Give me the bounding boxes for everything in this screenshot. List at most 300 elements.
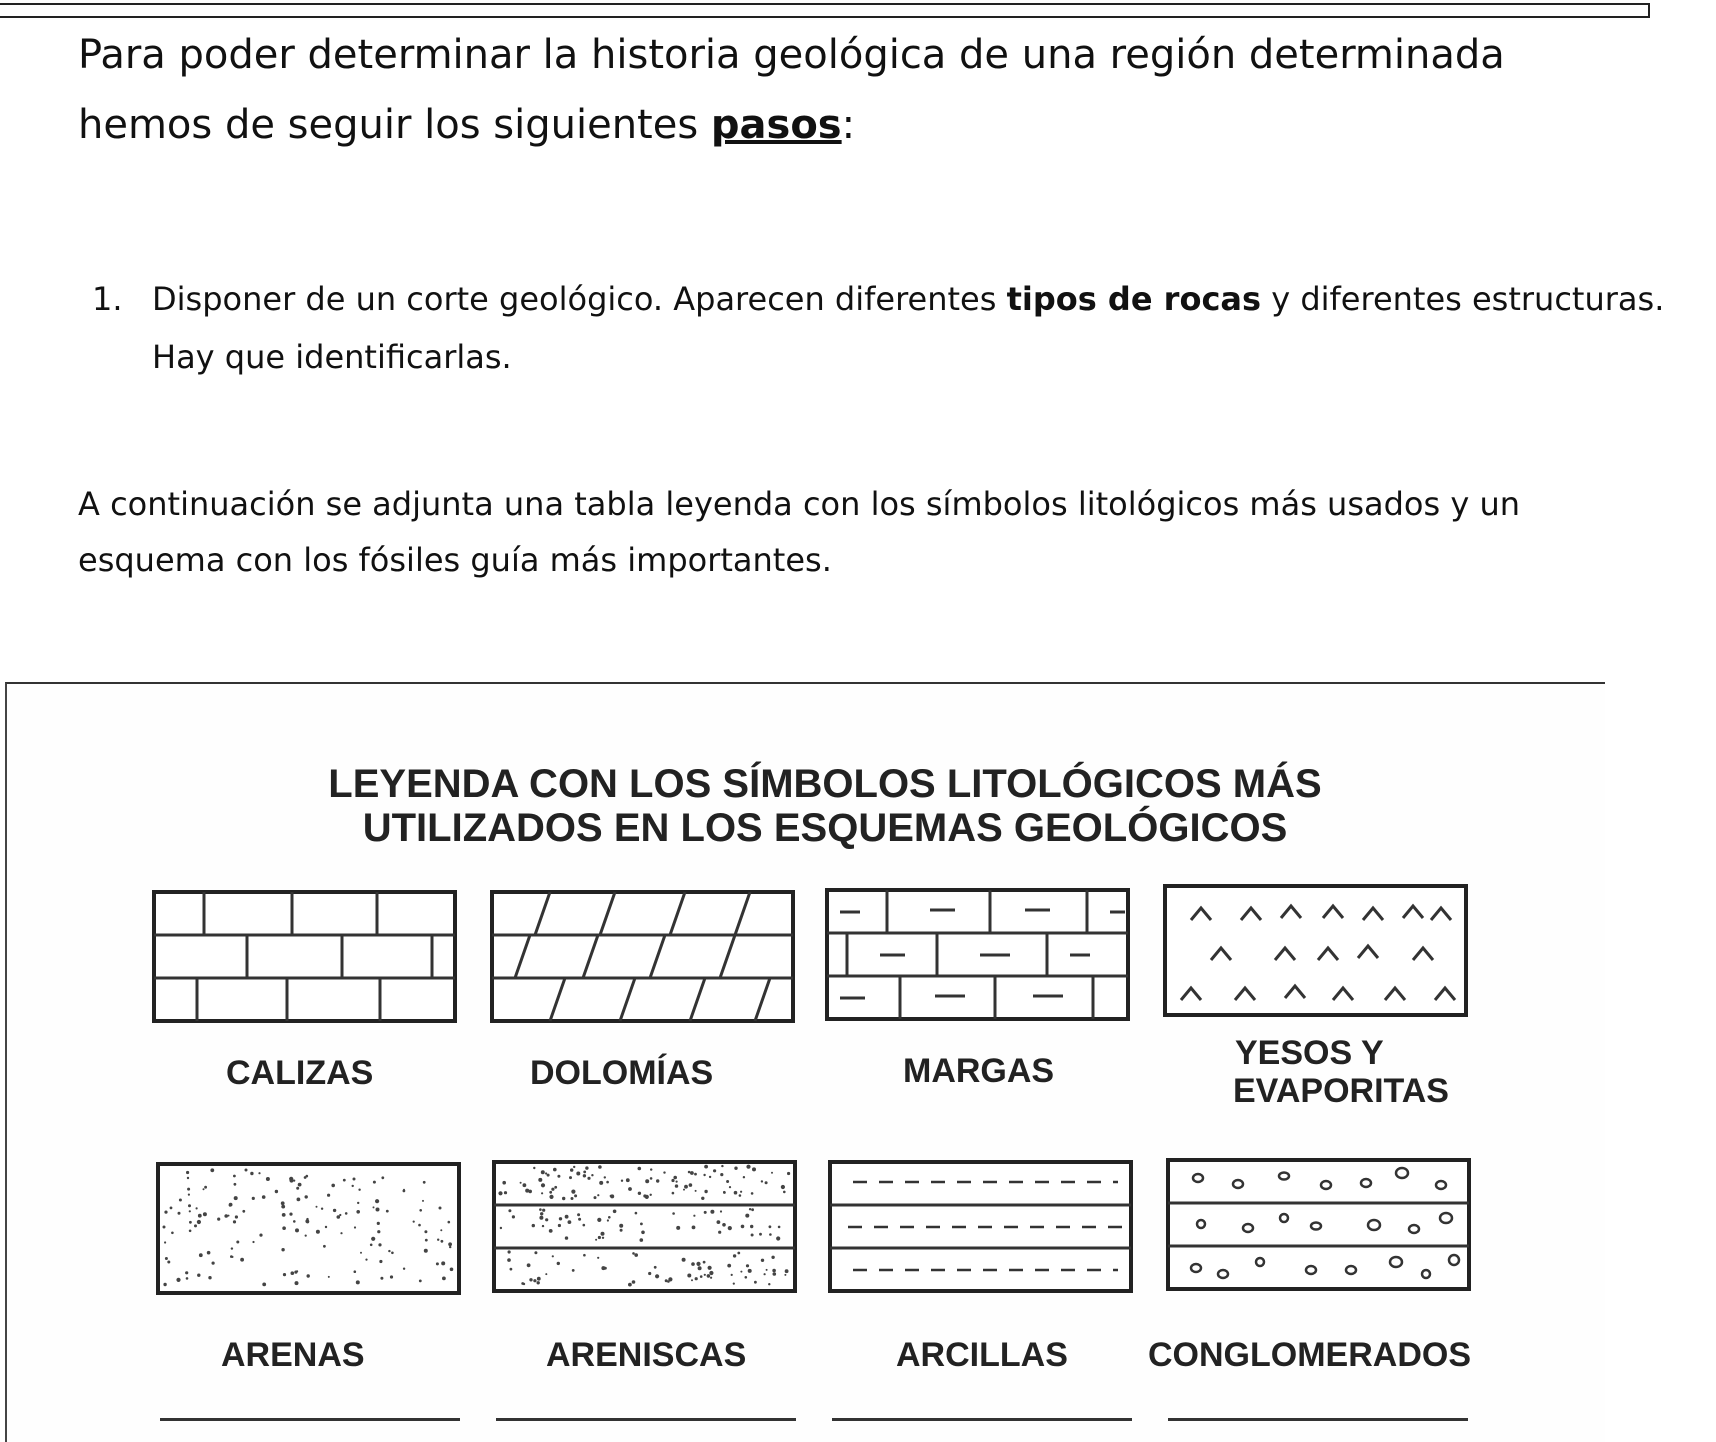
sand-grain <box>538 1178 542 1182</box>
sand-grain <box>549 1229 553 1233</box>
sand-grain <box>551 1188 554 1191</box>
intro-line-1: A continuación se adjunta una tabla leyenda con los símbolos litológicos más usados y un <box>78 485 1520 523</box>
sand-grain <box>510 1268 513 1271</box>
sand-grain <box>772 1269 776 1273</box>
sand-grain <box>722 1223 726 1227</box>
dolomias-symbol <box>490 890 795 1023</box>
yesos-evaporitas-symbol <box>1163 884 1468 1017</box>
sand-grain <box>734 1167 737 1170</box>
sand-grain <box>597 1194 599 1196</box>
sand-grain <box>528 1190 532 1194</box>
sand-grain <box>390 1275 393 1278</box>
sand-grain <box>691 1262 695 1266</box>
sand-grain <box>751 1208 754 1211</box>
sand-grain <box>436 1262 439 1265</box>
sand-grain <box>598 1165 602 1169</box>
sand-grain <box>640 1223 643 1226</box>
sand-grain <box>634 1253 638 1257</box>
sand-grain <box>377 1230 380 1233</box>
sand-grain <box>613 1210 617 1214</box>
sand-grain <box>565 1236 568 1239</box>
sand-grain <box>626 1178 630 1182</box>
sand-grain <box>424 1249 428 1253</box>
sand-grain <box>704 1190 707 1193</box>
sand-grain <box>333 1209 336 1212</box>
sand-grain <box>189 1221 192 1224</box>
sand-grain <box>707 1274 711 1278</box>
sand-grain <box>541 1192 543 1194</box>
sand-grain <box>365 1259 367 1261</box>
sand-grain <box>650 1194 652 1196</box>
sand-grain <box>746 1165 750 1169</box>
sand-grain <box>262 1195 266 1199</box>
sand-grain <box>339 1214 341 1216</box>
sand-grain <box>696 1262 700 1266</box>
sand-grain <box>204 1186 207 1189</box>
sand-grain <box>741 1225 745 1229</box>
sand-grain <box>403 1190 406 1193</box>
sand-grain <box>703 1174 705 1176</box>
sand-grain <box>539 1216 543 1220</box>
sand-grain <box>208 1276 211 1279</box>
sand-grain <box>635 1212 638 1215</box>
sand-grain <box>598 1236 601 1239</box>
areniscas-symbol <box>492 1160 797 1293</box>
sand-grain <box>450 1268 454 1272</box>
sand-grain <box>500 1227 502 1229</box>
sand-grain <box>229 1204 232 1207</box>
sand-grain <box>723 1191 725 1193</box>
sand-grain <box>668 1277 672 1281</box>
sand-grain <box>185 1271 188 1274</box>
sand-grain <box>638 1192 641 1195</box>
sand-grain <box>553 1168 557 1172</box>
sand-grain <box>632 1252 635 1255</box>
sand-grain <box>671 1179 674 1182</box>
sand-grain <box>583 1224 586 1227</box>
label-conglomerados: CONGLOMERADOS <box>1148 1336 1471 1374</box>
label-areniscas: ARENISCAS <box>546 1336 747 1374</box>
sand-grain <box>198 1214 202 1218</box>
heading <box>78 20 1658 160</box>
sand-grain <box>776 1236 780 1240</box>
sand-grain <box>353 1178 356 1181</box>
sand-grain <box>419 1280 422 1283</box>
heading-line-2 <box>78 90 1658 160</box>
sand-grain <box>557 1262 560 1265</box>
sand-grain <box>370 1244 373 1247</box>
sand-grain <box>621 1180 623 1182</box>
sand-grain <box>750 1225 753 1228</box>
sand-grain <box>539 1208 542 1211</box>
sand-grain <box>235 1215 238 1218</box>
sand-grain <box>281 1201 285 1205</box>
sand-grain <box>266 1177 270 1181</box>
sand-grain <box>565 1215 569 1219</box>
sand-grain <box>197 1274 200 1277</box>
sand-grain <box>731 1274 733 1276</box>
sand-grain <box>343 1179 346 1182</box>
sand-grain <box>571 1190 575 1194</box>
sand-grain <box>448 1242 452 1246</box>
sand-grain <box>352 1185 354 1187</box>
sand-grain <box>295 1228 299 1232</box>
sand-grain <box>645 1195 649 1199</box>
sand-grain <box>186 1171 189 1174</box>
sand-grain <box>236 1241 239 1244</box>
sand-grain <box>245 1169 248 1172</box>
sand-grain <box>710 1277 712 1279</box>
margas-symbol <box>825 888 1130 1021</box>
intro-paragraph <box>78 476 1658 588</box>
sand-grain <box>571 1197 574 1200</box>
sand-grain <box>425 1239 428 1242</box>
sand-grain <box>345 1212 348 1215</box>
sand-grain <box>357 1202 359 1204</box>
sand-grain <box>778 1226 781 1229</box>
sand-grain <box>787 1172 790 1175</box>
sand-grain <box>583 1174 586 1177</box>
sand-grain <box>316 1230 320 1234</box>
sand-grain <box>710 1210 714 1214</box>
sand-grain <box>684 1185 688 1189</box>
step-1-line-2: Hay que identificarlas. <box>152 338 512 376</box>
sand-grain <box>164 1211 167 1214</box>
sand-grain <box>748 1269 752 1273</box>
sand-grain <box>448 1221 451 1224</box>
sand-grain <box>282 1226 286 1230</box>
sand-grain <box>692 1226 696 1230</box>
sand-grain <box>377 1222 380 1225</box>
sand-grain <box>233 1220 236 1223</box>
sand-grain <box>188 1194 190 1196</box>
sand-grain <box>259 1234 262 1237</box>
sand-grain <box>743 1176 745 1178</box>
sand-grain <box>764 1273 766 1275</box>
sand-grain <box>704 1211 707 1214</box>
sand-grain <box>375 1199 379 1203</box>
sand-grain <box>371 1237 375 1241</box>
sand-grain <box>783 1191 786 1194</box>
sand-grain <box>683 1189 685 1191</box>
sand-grain <box>275 1190 278 1193</box>
sand-grain <box>690 1171 694 1175</box>
sand-grain <box>250 1172 253 1175</box>
sand-grain <box>356 1280 360 1284</box>
sand-grain <box>656 1179 659 1182</box>
sand-grain <box>325 1226 327 1228</box>
sand-grain <box>720 1210 722 1212</box>
sand-grain <box>559 1217 562 1220</box>
step-1-body <box>152 270 1712 386</box>
sand-grain <box>698 1266 702 1270</box>
sand-grain <box>781 1185 785 1189</box>
sand-grain <box>558 1224 561 1227</box>
sand-grain <box>449 1246 451 1248</box>
sand-grain <box>746 1264 749 1267</box>
sand-grain <box>578 1218 581 1221</box>
sand-grain <box>504 1191 507 1194</box>
sand-grain <box>545 1273 547 1275</box>
sand-grain <box>591 1174 593 1176</box>
top-rule <box>0 3 1650 18</box>
sand-grain <box>210 1168 214 1172</box>
sand-grain <box>323 1245 326 1248</box>
sand-grain <box>751 1192 754 1195</box>
sand-grain <box>745 1276 748 1279</box>
sand-grain <box>740 1191 742 1193</box>
sand-grain <box>179 1199 182 1202</box>
sand-grain <box>665 1279 668 1282</box>
sand-grain <box>640 1238 644 1242</box>
sand-grain <box>562 1197 565 1200</box>
sand-grain <box>508 1209 511 1212</box>
sand-grain <box>541 1183 545 1187</box>
heading-line-2-bold: pasos <box>710 102 842 148</box>
sand-grain <box>542 1225 544 1227</box>
sand-grain <box>759 1233 762 1236</box>
sand-grain <box>523 1283 525 1285</box>
sand-grain <box>534 1251 537 1254</box>
sand-grain <box>709 1176 711 1178</box>
sand-grain <box>442 1277 446 1281</box>
sand-grain <box>532 1224 535 1227</box>
sand-grain <box>441 1240 444 1243</box>
sand-grain <box>203 1188 205 1190</box>
sand-grain <box>768 1283 770 1285</box>
sand-grain <box>354 1226 356 1228</box>
sand-grain <box>189 1230 192 1233</box>
sand-grain <box>537 1281 540 1284</box>
sand-grain <box>262 1283 266 1287</box>
sand-grain <box>703 1261 706 1264</box>
sand-grain <box>258 1172 260 1174</box>
step-1-text-b: y diferentes estructuras. <box>1261 280 1665 318</box>
sand-grain <box>542 1209 545 1212</box>
sand-grain <box>413 1221 415 1223</box>
sand-grain <box>733 1254 736 1257</box>
sand-grain <box>583 1171 586 1174</box>
sand-grain <box>304 1176 307 1179</box>
sand-grain <box>281 1248 284 1251</box>
sand-grain <box>354 1270 357 1273</box>
legend-title-line-2: UTILIZADOS EN LOS ESQUEMAS GEOLÓGICOS <box>362 806 1288 850</box>
sand-grain <box>328 1276 330 1278</box>
sand-grain <box>187 1177 189 1179</box>
sand-grain <box>316 1206 318 1208</box>
sand-grain <box>228 1215 230 1217</box>
sand-grain <box>502 1181 506 1185</box>
sand-grain <box>381 1176 384 1179</box>
sand-grain <box>176 1278 180 1282</box>
sand-grain <box>378 1243 381 1246</box>
label-yesos-line-2: EVAPORITAS <box>1233 1072 1449 1110</box>
sand-grain <box>587 1177 590 1180</box>
sand-grain <box>533 1167 535 1169</box>
sand-grain <box>252 1241 254 1243</box>
sand-grain <box>508 1250 511 1253</box>
sand-grain <box>403 1268 405 1270</box>
sand-grain <box>537 1277 541 1281</box>
sand-grain <box>188 1204 191 1207</box>
sand-grain <box>234 1183 237 1186</box>
sand-grain <box>373 1181 376 1184</box>
sand-grain <box>695 1277 698 1280</box>
sand-grain <box>293 1220 296 1223</box>
sand-grain <box>751 1234 754 1237</box>
sand-grain <box>773 1272 777 1276</box>
heading-line-2-prefix: hemos de seguir los siguientes <box>78 102 711 148</box>
sand-grain <box>628 1283 632 1287</box>
sand-grain <box>713 1169 716 1172</box>
sand-grain <box>306 1218 308 1220</box>
sand-grain <box>327 1194 330 1197</box>
sand-grain <box>163 1226 166 1229</box>
sand-grain <box>576 1172 580 1176</box>
sand-grain <box>331 1184 335 1188</box>
sand-grain <box>305 1235 307 1237</box>
sand-grain <box>552 1255 554 1257</box>
label-yesos-line-1: YESOS Y <box>1235 1034 1384 1072</box>
sand-grain <box>654 1266 657 1269</box>
sand-grain <box>554 1186 557 1189</box>
conglomerados-symbol <box>1166 1158 1471 1291</box>
sand-grain <box>242 1210 245 1213</box>
sand-grain <box>549 1195 553 1199</box>
sand-grain <box>769 1225 772 1228</box>
sand-grain <box>203 1212 207 1216</box>
sand-grain <box>360 1252 362 1254</box>
sand-grain <box>234 1196 238 1200</box>
sand-grain <box>694 1173 697 1176</box>
legend-next-row-edge <box>160 1418 1480 1423</box>
sand-grain <box>620 1229 623 1232</box>
sand-grain <box>171 1232 174 1235</box>
sand-grain <box>675 1184 678 1187</box>
sand-grain <box>217 1218 220 1221</box>
sand-grain <box>376 1208 380 1212</box>
sand-grain <box>761 1259 764 1262</box>
heading-line-2-suffix: : <box>841 102 856 148</box>
sand-grain <box>650 1168 652 1170</box>
sand-grain <box>199 1253 203 1257</box>
sand-grain <box>165 1257 168 1260</box>
sand-grain <box>577 1213 580 1216</box>
arcillas-symbol <box>828 1160 1133 1293</box>
sand-grain <box>187 1188 190 1191</box>
sand-grain <box>693 1215 695 1217</box>
sand-grain <box>619 1224 623 1228</box>
sand-grain <box>602 1237 604 1239</box>
sand-grain <box>709 1271 713 1275</box>
intro-line-2: esquema con los fósiles guía más importantes. <box>78 541 832 579</box>
sand-grain <box>583 1254 586 1257</box>
label-arenas: ARENAS <box>221 1336 365 1374</box>
sand-grain <box>761 1180 763 1182</box>
sand-grain <box>283 1273 286 1276</box>
sand-grain <box>373 1206 375 1208</box>
sand-grain <box>512 1215 515 1218</box>
sand-grain <box>306 1220 309 1223</box>
sand-grain <box>545 1172 547 1174</box>
sand-grain <box>727 1264 731 1268</box>
sand-grain <box>754 1281 757 1284</box>
sand-grain <box>766 1269 768 1271</box>
sand-grain <box>289 1213 292 1216</box>
sand-grain <box>423 1181 426 1184</box>
sand-grain <box>672 1192 675 1195</box>
label-arcillas: ARCILLAS <box>896 1336 1068 1374</box>
sand-grain <box>601 1232 605 1236</box>
sand-grain <box>785 1269 789 1273</box>
sand-grain <box>594 1196 597 1199</box>
sand-grain <box>650 1177 653 1180</box>
sand-grain <box>717 1220 721 1224</box>
sand-grain <box>765 1181 768 1184</box>
sand-grain <box>726 1180 729 1183</box>
sand-grain <box>645 1179 649 1183</box>
sand-grain <box>574 1194 577 1197</box>
sand-grain <box>729 1186 731 1188</box>
sand-grain <box>194 1224 197 1227</box>
sand-grain <box>529 1278 532 1281</box>
sand-grain <box>358 1189 360 1191</box>
sand-grain <box>700 1275 703 1278</box>
sand-grain <box>608 1216 611 1219</box>
sand-grain <box>321 1208 323 1210</box>
sand-grain <box>704 1274 706 1276</box>
sand-grain <box>291 1271 295 1275</box>
sand-grain <box>628 1187 632 1191</box>
sand-grain <box>720 1173 723 1176</box>
sand-grain <box>340 1232 342 1234</box>
sand-grain <box>721 1165 723 1167</box>
sand-grain <box>380 1277 383 1280</box>
sand-grain <box>439 1207 442 1210</box>
sand-grain <box>507 1258 511 1262</box>
sand-grain <box>296 1187 299 1190</box>
sand-grain <box>379 1260 382 1263</box>
sand-grain <box>231 1247 233 1249</box>
sand-grain <box>233 1175 236 1178</box>
sand-grain <box>167 1261 170 1264</box>
sand-grain <box>597 1257 599 1259</box>
sand-grain <box>164 1241 166 1243</box>
sand-grain <box>282 1213 286 1217</box>
sand-grain <box>734 1191 738 1195</box>
sand-grain <box>569 1176 572 1179</box>
sand-grain <box>687 1274 691 1278</box>
sand-grain <box>739 1194 742 1197</box>
sand-grain <box>718 1231 721 1234</box>
sand-grain <box>212 1262 215 1265</box>
sand-grain <box>604 1176 606 1178</box>
sand-grain <box>289 1177 293 1181</box>
sand-grain <box>197 1220 201 1224</box>
sand-grain <box>573 1166 575 1168</box>
sand-grain <box>601 1266 605 1270</box>
sand-grain <box>386 1210 389 1213</box>
sand-grain <box>224 1214 228 1218</box>
sand-grain <box>437 1239 439 1241</box>
label-margas: MARGAS <box>903 1052 1055 1090</box>
sand-grain <box>391 1252 394 1255</box>
sand-grain <box>745 1214 749 1218</box>
step-1-text-bold: tipos de rocas <box>1006 280 1262 318</box>
sand-grain <box>704 1165 708 1169</box>
sand-grain <box>672 1212 675 1215</box>
sand-grain <box>189 1210 191 1212</box>
